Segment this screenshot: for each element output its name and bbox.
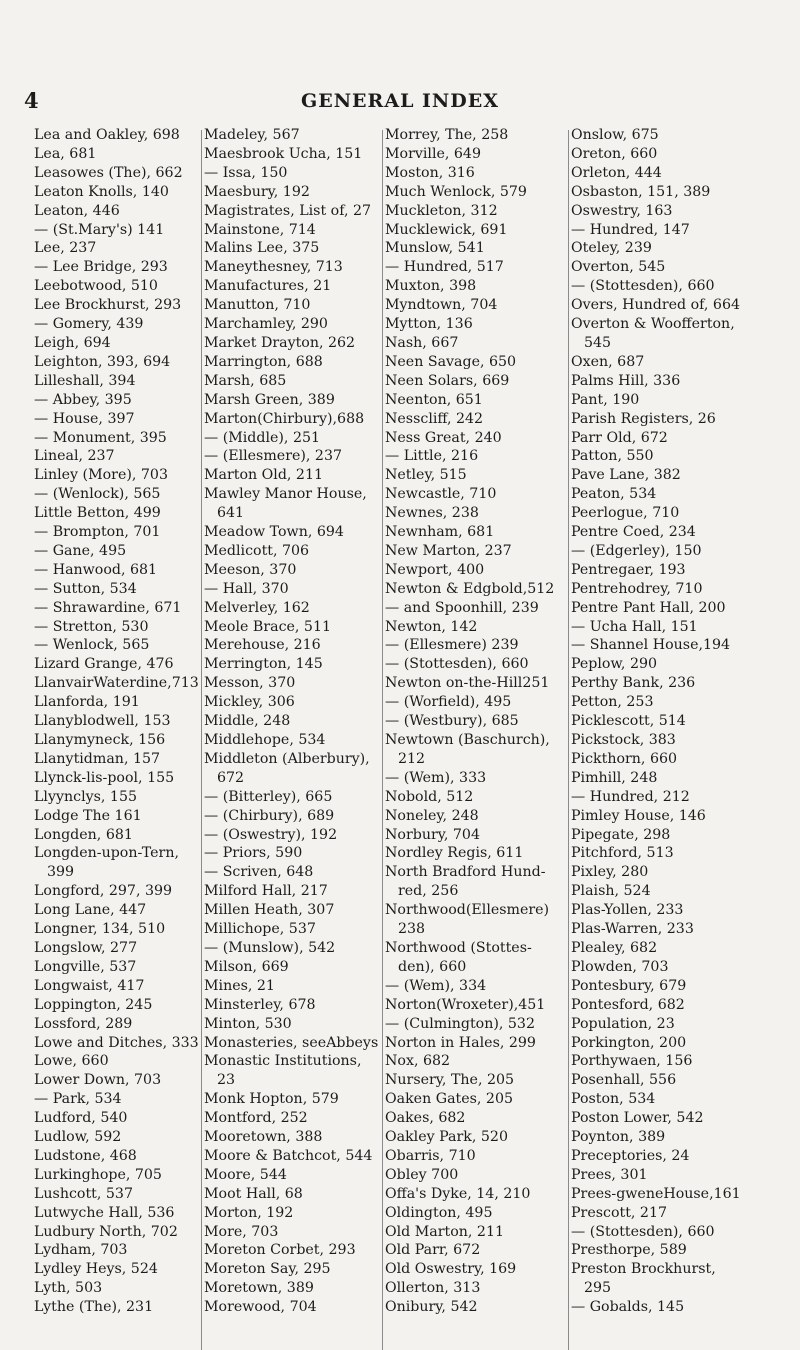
index-entry: Preston Brockhurst, bbox=[571, 1261, 716, 1278]
index-entry: — and Spoonhill, 239 bbox=[385, 599, 539, 616]
index-entry: Merehouse, 216 bbox=[204, 637, 321, 654]
index-entry: Middlehope, 534 bbox=[204, 732, 326, 748]
index-entry: Lowe, 660 bbox=[34, 1053, 109, 1070]
index-entry: Leaton Knolls, 140 bbox=[34, 183, 169, 200]
index-entry: Longford, 297, 399 bbox=[34, 883, 173, 900]
index-entry: — (Stottesden), 660 bbox=[385, 656, 529, 673]
index-entry: Marsh Green, 389 bbox=[204, 391, 335, 408]
index-entry: Pipegate, 298 bbox=[571, 826, 671, 843]
index-entry: Newtown (Baschurch), bbox=[385, 732, 550, 748]
index-entry: Longden-upon-Tern, bbox=[34, 845, 179, 862]
index-entry: Much Wenlock, 579 bbox=[385, 183, 527, 200]
index-entry: Palms Hill, 336 bbox=[571, 372, 681, 389]
index-entry: — Hall, 370 bbox=[204, 580, 289, 597]
index-entry: Peplow, 290 bbox=[571, 656, 658, 673]
index-entry: Moore & Batchcot, 544 bbox=[204, 1147, 373, 1164]
index-entry: Medlicott, 706 bbox=[204, 542, 310, 559]
index-entry: Lea, 681 bbox=[34, 145, 97, 162]
index-entry: Plowden, 703 bbox=[571, 958, 669, 975]
index-entry: Middle, 248 bbox=[204, 713, 291, 730]
index-entry: Offa's Dyke, 14, 210 bbox=[385, 1185, 531, 1202]
index-entry: — (St.Mary's) 141 bbox=[34, 221, 165, 238]
index-entry: Millen Heath, 307 bbox=[204, 902, 335, 919]
index-entry: Lydham, 703 bbox=[34, 1242, 128, 1259]
index-entry: Northwood(Ellesmere) bbox=[385, 902, 550, 919]
index-entry: Monk Hopton, 579 bbox=[204, 1091, 339, 1108]
index-entry: Marchamley, 290 bbox=[204, 316, 328, 333]
index-entry-continuation: 545 bbox=[584, 334, 612, 351]
index-entry: Mucklewick, 691 bbox=[385, 221, 508, 238]
index-entry: Mickley, 306 bbox=[204, 694, 295, 711]
index-entry: Moreton Corbet, 293 bbox=[204, 1242, 356, 1259]
index-entry: — (Bitterley), 665 bbox=[204, 788, 333, 805]
index-entry: Nash, 667 bbox=[385, 334, 459, 351]
index-entry: Longville, 537 bbox=[34, 958, 137, 975]
index-entry: — (Chirbury), 689 bbox=[204, 807, 335, 824]
index-entry: Manufactures, 21 bbox=[204, 278, 332, 295]
index-entry: Overs, Hundred of, 664 bbox=[571, 297, 741, 314]
index-entry: Lyth, 503 bbox=[34, 1280, 103, 1297]
index-entry: Middleton (Alberbury), bbox=[204, 750, 370, 767]
index-entry: Morewood, 704 bbox=[204, 1299, 317, 1316]
index-entry: North Bradford Hund- bbox=[385, 864, 546, 881]
index-entry: Morrey, The, 258 bbox=[385, 127, 509, 143]
index-entry: Posenhall, 556 bbox=[571, 1072, 677, 1089]
index-entry: Morville, 649 bbox=[385, 145, 481, 162]
index-entry: — Ucha Hall, 151 bbox=[571, 618, 698, 635]
index-entry: Longner, 134, 510 bbox=[34, 921, 166, 938]
index-entry: — House, 397 bbox=[34, 410, 135, 427]
index-entry: Pant, 190 bbox=[571, 391, 640, 408]
index-entry: Plaish, 524 bbox=[571, 883, 651, 900]
index-entry: — (Worfield), 495 bbox=[385, 694, 512, 711]
index-entry: Northwood (Stottes- bbox=[385, 939, 532, 956]
index-entry: Long Lane, 447 bbox=[34, 902, 147, 919]
index-entry: Norton(Wroxeter),451 bbox=[385, 996, 546, 1013]
index-entry: Nox, 682 bbox=[385, 1053, 451, 1070]
index-entry: Market Drayton, 262 bbox=[204, 334, 356, 351]
index-entry: More, 703 bbox=[204, 1223, 279, 1240]
index-entry: Presthorpe, 589 bbox=[571, 1242, 687, 1259]
index-entry: Moston, 316 bbox=[385, 164, 475, 181]
index-entry: Noneley, 248 bbox=[385, 807, 479, 824]
index-entry: Llyynclys, 155 bbox=[34, 788, 138, 805]
index-entry: Lower Down, 703 bbox=[34, 1072, 162, 1089]
index-entry: Oreton, 660 bbox=[571, 145, 658, 162]
index-entry: Ness Great, 240 bbox=[385, 429, 502, 446]
index-entry: Ludbury North, 702 bbox=[34, 1223, 178, 1240]
index-entry: Patton, 550 bbox=[571, 448, 654, 465]
index-entry: — Gomery, 439 bbox=[34, 316, 144, 333]
index-entry: Longslow, 277 bbox=[34, 939, 138, 956]
index-entry: — Brompton, 701 bbox=[34, 524, 161, 541]
index-entry-continuation: red, 256 bbox=[398, 883, 459, 900]
index-entry: Leasowes (The), 662 bbox=[34, 164, 183, 181]
index-entry: Marton(Chirbury),688 bbox=[204, 410, 365, 427]
index-entry: Newton on-the-Hill251 bbox=[385, 675, 550, 692]
index-entry: Parish Registers, 26 bbox=[571, 410, 716, 427]
index-entry: Oxen, 687 bbox=[571, 353, 645, 370]
index-entry: — (Ellesmere), 237 bbox=[204, 448, 343, 465]
index-entry: Old Marton, 211 bbox=[385, 1223, 505, 1240]
index-entry: Lee Brockhurst, 293 bbox=[34, 297, 182, 314]
index-entry: Marsh, 685 bbox=[204, 372, 287, 389]
index-entry: — Abbey, 395 bbox=[34, 391, 132, 408]
index-entry: Llanforda, 191 bbox=[34, 694, 140, 711]
index-entry: Nesscliff, 242 bbox=[385, 410, 484, 427]
index-entry: Morton, 192 bbox=[204, 1204, 294, 1221]
index-entry-continuation: 399 bbox=[47, 864, 75, 881]
column-rule bbox=[568, 130, 569, 1350]
index-entry: Messon, 370 bbox=[204, 675, 296, 692]
index-entry: — Stretton, 530 bbox=[34, 618, 149, 635]
index-entry: Llanymyneck, 156 bbox=[34, 732, 166, 748]
index-entry: — (Ellesmere) 239 bbox=[385, 637, 519, 654]
index-entry: Nursery, The, 205 bbox=[385, 1072, 515, 1089]
index-entry: Pontesford, 682 bbox=[571, 996, 685, 1013]
index-entry: Netley, 515 bbox=[385, 467, 467, 484]
index-entry: Leigh, 694 bbox=[34, 334, 111, 351]
index-entry: Ludford, 540 bbox=[34, 1110, 128, 1127]
index-entry: Mainstone, 714 bbox=[204, 221, 316, 238]
index-entry: New Marton, 237 bbox=[385, 542, 512, 559]
index-entry: Obley 700 bbox=[385, 1166, 459, 1183]
index-entry: Malins Lee, 375 bbox=[204, 240, 320, 257]
index-entry: Minton, 530 bbox=[204, 1015, 292, 1032]
index-entry-continuation: 641 bbox=[217, 505, 245, 522]
index-entry: Myndtown, 704 bbox=[385, 297, 498, 314]
index-entry: Oakes, 682 bbox=[385, 1110, 466, 1127]
index-entry: Neenton, 651 bbox=[385, 391, 483, 408]
index-entry: Perthy Bank, 236 bbox=[571, 675, 696, 692]
index-entry: Lushcott, 537 bbox=[34, 1185, 133, 1202]
index-entry: — Hundred, 147 bbox=[571, 221, 690, 238]
index-entry: Newton, 142 bbox=[385, 618, 478, 635]
index-entry: Lilleshall, 394 bbox=[34, 372, 136, 389]
index-entry: Loppington, 245 bbox=[34, 996, 153, 1013]
index-entry: Leighton, 393, 694 bbox=[34, 353, 171, 370]
index-entry: — Hundred, 212 bbox=[571, 788, 690, 805]
index-entry: Poston Lower, 542 bbox=[571, 1110, 704, 1127]
index-entry: Osbaston, 151, 389 bbox=[571, 183, 711, 200]
index-entry: — (Wenlock), 565 bbox=[34, 486, 161, 503]
index-entry: Pentrehodrey, 710 bbox=[571, 580, 703, 597]
index-entry: Lee, 237 bbox=[34, 240, 97, 257]
index-entry: Neen Savage, 650 bbox=[385, 353, 517, 370]
index-entry: Moreton Say, 295 bbox=[204, 1261, 331, 1278]
index-entry: — Wenlock, 565 bbox=[34, 637, 150, 654]
index-entry: — Priors, 590 bbox=[204, 845, 303, 862]
index-entry: Nordley Regis, 611 bbox=[385, 845, 524, 862]
index-entry: Prescott, 217 bbox=[571, 1204, 667, 1221]
index-entry-continuation: 212 bbox=[398, 750, 426, 767]
index-entry: Manutton, 710 bbox=[204, 297, 311, 314]
index-entry: Monastic Institutions, bbox=[204, 1053, 362, 1070]
index-entry: — Scriven, 648 bbox=[204, 864, 314, 881]
index-entry: Moot Hall, 68 bbox=[204, 1185, 303, 1202]
index-entry: Plas-Yollen, 233 bbox=[571, 902, 684, 919]
index-entry: — Lee Bridge, 293 bbox=[34, 259, 168, 276]
index-entry: Longwaist, 417 bbox=[34, 977, 145, 994]
index-entry: — (Stottesden), 660 bbox=[571, 1223, 715, 1240]
index-entry: Muckleton, 312 bbox=[385, 202, 498, 219]
index-entry: Preceptories, 24 bbox=[571, 1147, 690, 1164]
index-entry: Parr Old, 672 bbox=[571, 429, 668, 446]
index-entry: Lea and Oakley, 698 bbox=[34, 127, 180, 143]
index-entry: — (Oswestry), 192 bbox=[204, 826, 338, 843]
index-entry: Porkington, 200 bbox=[571, 1034, 687, 1051]
index-entry: Plealey, 682 bbox=[571, 939, 658, 956]
index-column-3 bbox=[385, 126, 567, 1317]
index-entry: Montford, 252 bbox=[204, 1110, 308, 1127]
index-entry: Mines, 21 bbox=[204, 977, 275, 994]
index-entry: Pentre Pant Hall, 200 bbox=[571, 599, 726, 616]
index-entry: Leebotwood, 510 bbox=[34, 278, 158, 295]
index-entry: Newport, 400 bbox=[385, 561, 485, 578]
index-entry: Neen Solars, 669 bbox=[385, 372, 510, 389]
index-entry: Newnes, 238 bbox=[385, 505, 479, 522]
index-entry: Magistrates, List of, 27 bbox=[204, 202, 372, 219]
index-entry: Maesbrook Ucha, 151 bbox=[204, 145, 363, 162]
index-entry: Minsterley, 678 bbox=[204, 996, 316, 1013]
index-entry: Llanyblodwell, 153 bbox=[34, 713, 171, 730]
index-entry: Nobold, 512 bbox=[385, 788, 474, 805]
index-entry: Meadow Town, 694 bbox=[204, 524, 344, 541]
index-entry: Moore, 544 bbox=[204, 1166, 287, 1183]
index-entry: Porthywaen, 156 bbox=[571, 1053, 693, 1070]
index-entry: Old Oswestry, 169 bbox=[385, 1261, 517, 1278]
index-entry: Merrington, 145 bbox=[204, 656, 323, 673]
index-entry-continuation: 672 bbox=[217, 769, 245, 786]
index-entry: Lutwyche Hall, 536 bbox=[34, 1204, 175, 1221]
index-entry: Norton in Hales, 299 bbox=[385, 1034, 536, 1051]
index-entry: Milson, 669 bbox=[204, 958, 289, 975]
index-entry: Lowe and Ditches, 333 bbox=[34, 1034, 199, 1051]
index-entry: Norbury, 704 bbox=[385, 826, 480, 843]
index-entry: Lydley Heys, 524 bbox=[34, 1261, 158, 1278]
index-entry: — Monument, 395 bbox=[34, 429, 167, 446]
index-entry: Munslow, 541 bbox=[385, 240, 485, 257]
index-entry: Pickthorn, 660 bbox=[571, 750, 678, 767]
index-entry: Pixley, 280 bbox=[571, 864, 649, 881]
index-entry: Lineal, 237 bbox=[34, 448, 115, 465]
index-entry: LlanvairWaterdine,713 bbox=[34, 675, 199, 692]
index-column-2 bbox=[204, 126, 380, 1317]
index-entry: Newton & Edgbold,512 bbox=[385, 580, 555, 597]
column-rule bbox=[382, 130, 383, 1350]
column-rule bbox=[201, 130, 202, 1350]
index-entry: Marton Old, 211 bbox=[204, 467, 324, 484]
index-entry: Pimley House, 146 bbox=[571, 807, 706, 824]
index-entry: Oldington, 495 bbox=[385, 1204, 493, 1221]
index-entry: Prees-gweneHouse,161 bbox=[571, 1185, 741, 1202]
index-entry: Lythe (The), 231 bbox=[34, 1299, 154, 1316]
index-entry: Oaken Gates, 205 bbox=[385, 1091, 513, 1108]
index-entry: Linley (More), 703 bbox=[34, 467, 168, 484]
index-entry: Muxton, 398 bbox=[385, 278, 477, 295]
running-head: GENERAL INDEX bbox=[300, 90, 500, 112]
index-entry: Mawley Manor House, bbox=[204, 486, 367, 503]
index-entry: Longden, 681 bbox=[34, 826, 133, 843]
index-entry: Lossford, 289 bbox=[34, 1015, 133, 1032]
index-entry: Millichope, 537 bbox=[204, 921, 316, 938]
index-entry: Plas-Warren, 233 bbox=[571, 921, 694, 938]
index-entry-continuation: 295 bbox=[584, 1280, 612, 1297]
index-columns bbox=[34, 126, 796, 1350]
index-entry-continuation: 23 bbox=[217, 1072, 236, 1089]
index-entry: Newnham, 681 bbox=[385, 524, 495, 541]
index-entry: Poynton, 389 bbox=[571, 1129, 666, 1146]
index-entry: Llanytidman, 157 bbox=[34, 750, 161, 767]
index-entry: Pitchford, 513 bbox=[571, 845, 674, 862]
index-entry: Melverley, 162 bbox=[204, 599, 310, 616]
index-entry-continuation: den), 660 bbox=[398, 958, 467, 975]
index-entry: Peaton, 534 bbox=[571, 486, 657, 503]
index-entry: Prees, 301 bbox=[571, 1166, 648, 1183]
index-entry: — (Edgerley), 150 bbox=[571, 542, 702, 559]
index-entry: — Shannel House,194 bbox=[571, 637, 731, 654]
index-entry: — (Westbury), 685 bbox=[385, 713, 519, 730]
index-entry: Overton & Woofferton, bbox=[571, 316, 735, 333]
index-entry: Obarris, 710 bbox=[385, 1147, 476, 1164]
index-entry: Ollerton, 313 bbox=[385, 1280, 481, 1297]
index-entry: — (Stottesden), 660 bbox=[571, 278, 715, 295]
index-entry: — (Munslow), 542 bbox=[204, 939, 336, 956]
index-entry: Lodge The 161 bbox=[34, 807, 142, 824]
index-entry: — Gobalds, 145 bbox=[571, 1299, 685, 1316]
page-number: 4 bbox=[24, 88, 39, 113]
index-entry: Pontesbury, 679 bbox=[571, 977, 687, 994]
index-entry: Ludlow, 592 bbox=[34, 1129, 122, 1146]
index-entry: Peerlogue, 710 bbox=[571, 505, 680, 522]
index-entry: — (Wem), 334 bbox=[385, 977, 487, 994]
index-entry: — (Middle), 251 bbox=[204, 429, 321, 446]
index-entry: Oakley Park, 520 bbox=[385, 1129, 508, 1146]
index-entry: Oteley, 239 bbox=[571, 240, 652, 257]
index-entry: — Gane, 495 bbox=[34, 542, 127, 559]
index-entry: Meole Brace, 511 bbox=[204, 618, 332, 635]
index-entry: — (Wem), 333 bbox=[385, 769, 487, 786]
index-entry: — Sutton, 534 bbox=[34, 580, 137, 597]
index-entry: Llynck-lis-pool, 155 bbox=[34, 769, 175, 786]
index-entry: Milford Hall, 217 bbox=[204, 883, 328, 900]
index-column-1 bbox=[34, 126, 200, 1317]
index-entry: Meeson, 370 bbox=[204, 561, 297, 578]
index-entry: Lurkinghope, 705 bbox=[34, 1166, 162, 1183]
index-entry: Pickstock, 383 bbox=[571, 732, 676, 748]
index-entry: Pentre Coed, 234 bbox=[571, 524, 696, 541]
index-entry: — Hundred, 517 bbox=[385, 259, 504, 276]
index-entry: Picklescott, 514 bbox=[571, 713, 686, 730]
index-entry: Onibury, 542 bbox=[385, 1299, 478, 1316]
index-entry: — Park, 534 bbox=[34, 1091, 122, 1108]
index-entry: Pave Lane, 382 bbox=[571, 467, 681, 484]
index-entry: Maneythesney, 713 bbox=[204, 259, 343, 276]
index-entry: — (Culmington), 532 bbox=[385, 1015, 535, 1032]
index-entry: — Little, 216 bbox=[385, 448, 479, 465]
index-entry: Ludstone, 468 bbox=[34, 1147, 137, 1164]
index-entry: Marrington, 688 bbox=[204, 353, 323, 370]
index-entry: — Hanwood, 681 bbox=[34, 561, 158, 578]
index-entry: Population, 23 bbox=[571, 1015, 675, 1032]
index-entry: Lizard Grange, 476 bbox=[34, 656, 174, 673]
index-entry: Pimhill, 248 bbox=[571, 769, 658, 786]
index-entry: Newcastle, 710 bbox=[385, 486, 497, 503]
index-entry: Mooretown, 388 bbox=[204, 1129, 323, 1146]
index-entry: Monasteries, seeAbbeys bbox=[204, 1034, 379, 1051]
index-entry: Maesbury, 192 bbox=[204, 183, 310, 200]
index-entry: Old Parr, 672 bbox=[385, 1242, 481, 1259]
index-entry: Poston, 534 bbox=[571, 1091, 656, 1108]
index-entry: Petton, 253 bbox=[571, 694, 654, 711]
index-entry: Onslow, 675 bbox=[571, 127, 659, 143]
index-entry: Pentregaer, 193 bbox=[571, 561, 686, 578]
index-entry: Mytton, 136 bbox=[385, 316, 473, 333]
index-entry: Moretown, 389 bbox=[204, 1280, 314, 1297]
index-entry: — Shrawardine, 671 bbox=[34, 599, 182, 616]
index-entry: Orleton, 444 bbox=[571, 164, 662, 181]
index-column-4 bbox=[571, 126, 796, 1317]
index-entry: Madeley, 567 bbox=[204, 127, 300, 143]
index-entry-continuation: 238 bbox=[398, 921, 426, 938]
index-entry: Leaton, 446 bbox=[34, 202, 120, 219]
index-entry: Oswestry, 163 bbox=[571, 202, 673, 219]
index-entry: Little Betton, 499 bbox=[34, 505, 161, 522]
index-entry: Overton, 545 bbox=[571, 259, 666, 276]
index-entry: — Issa, 150 bbox=[204, 164, 288, 181]
